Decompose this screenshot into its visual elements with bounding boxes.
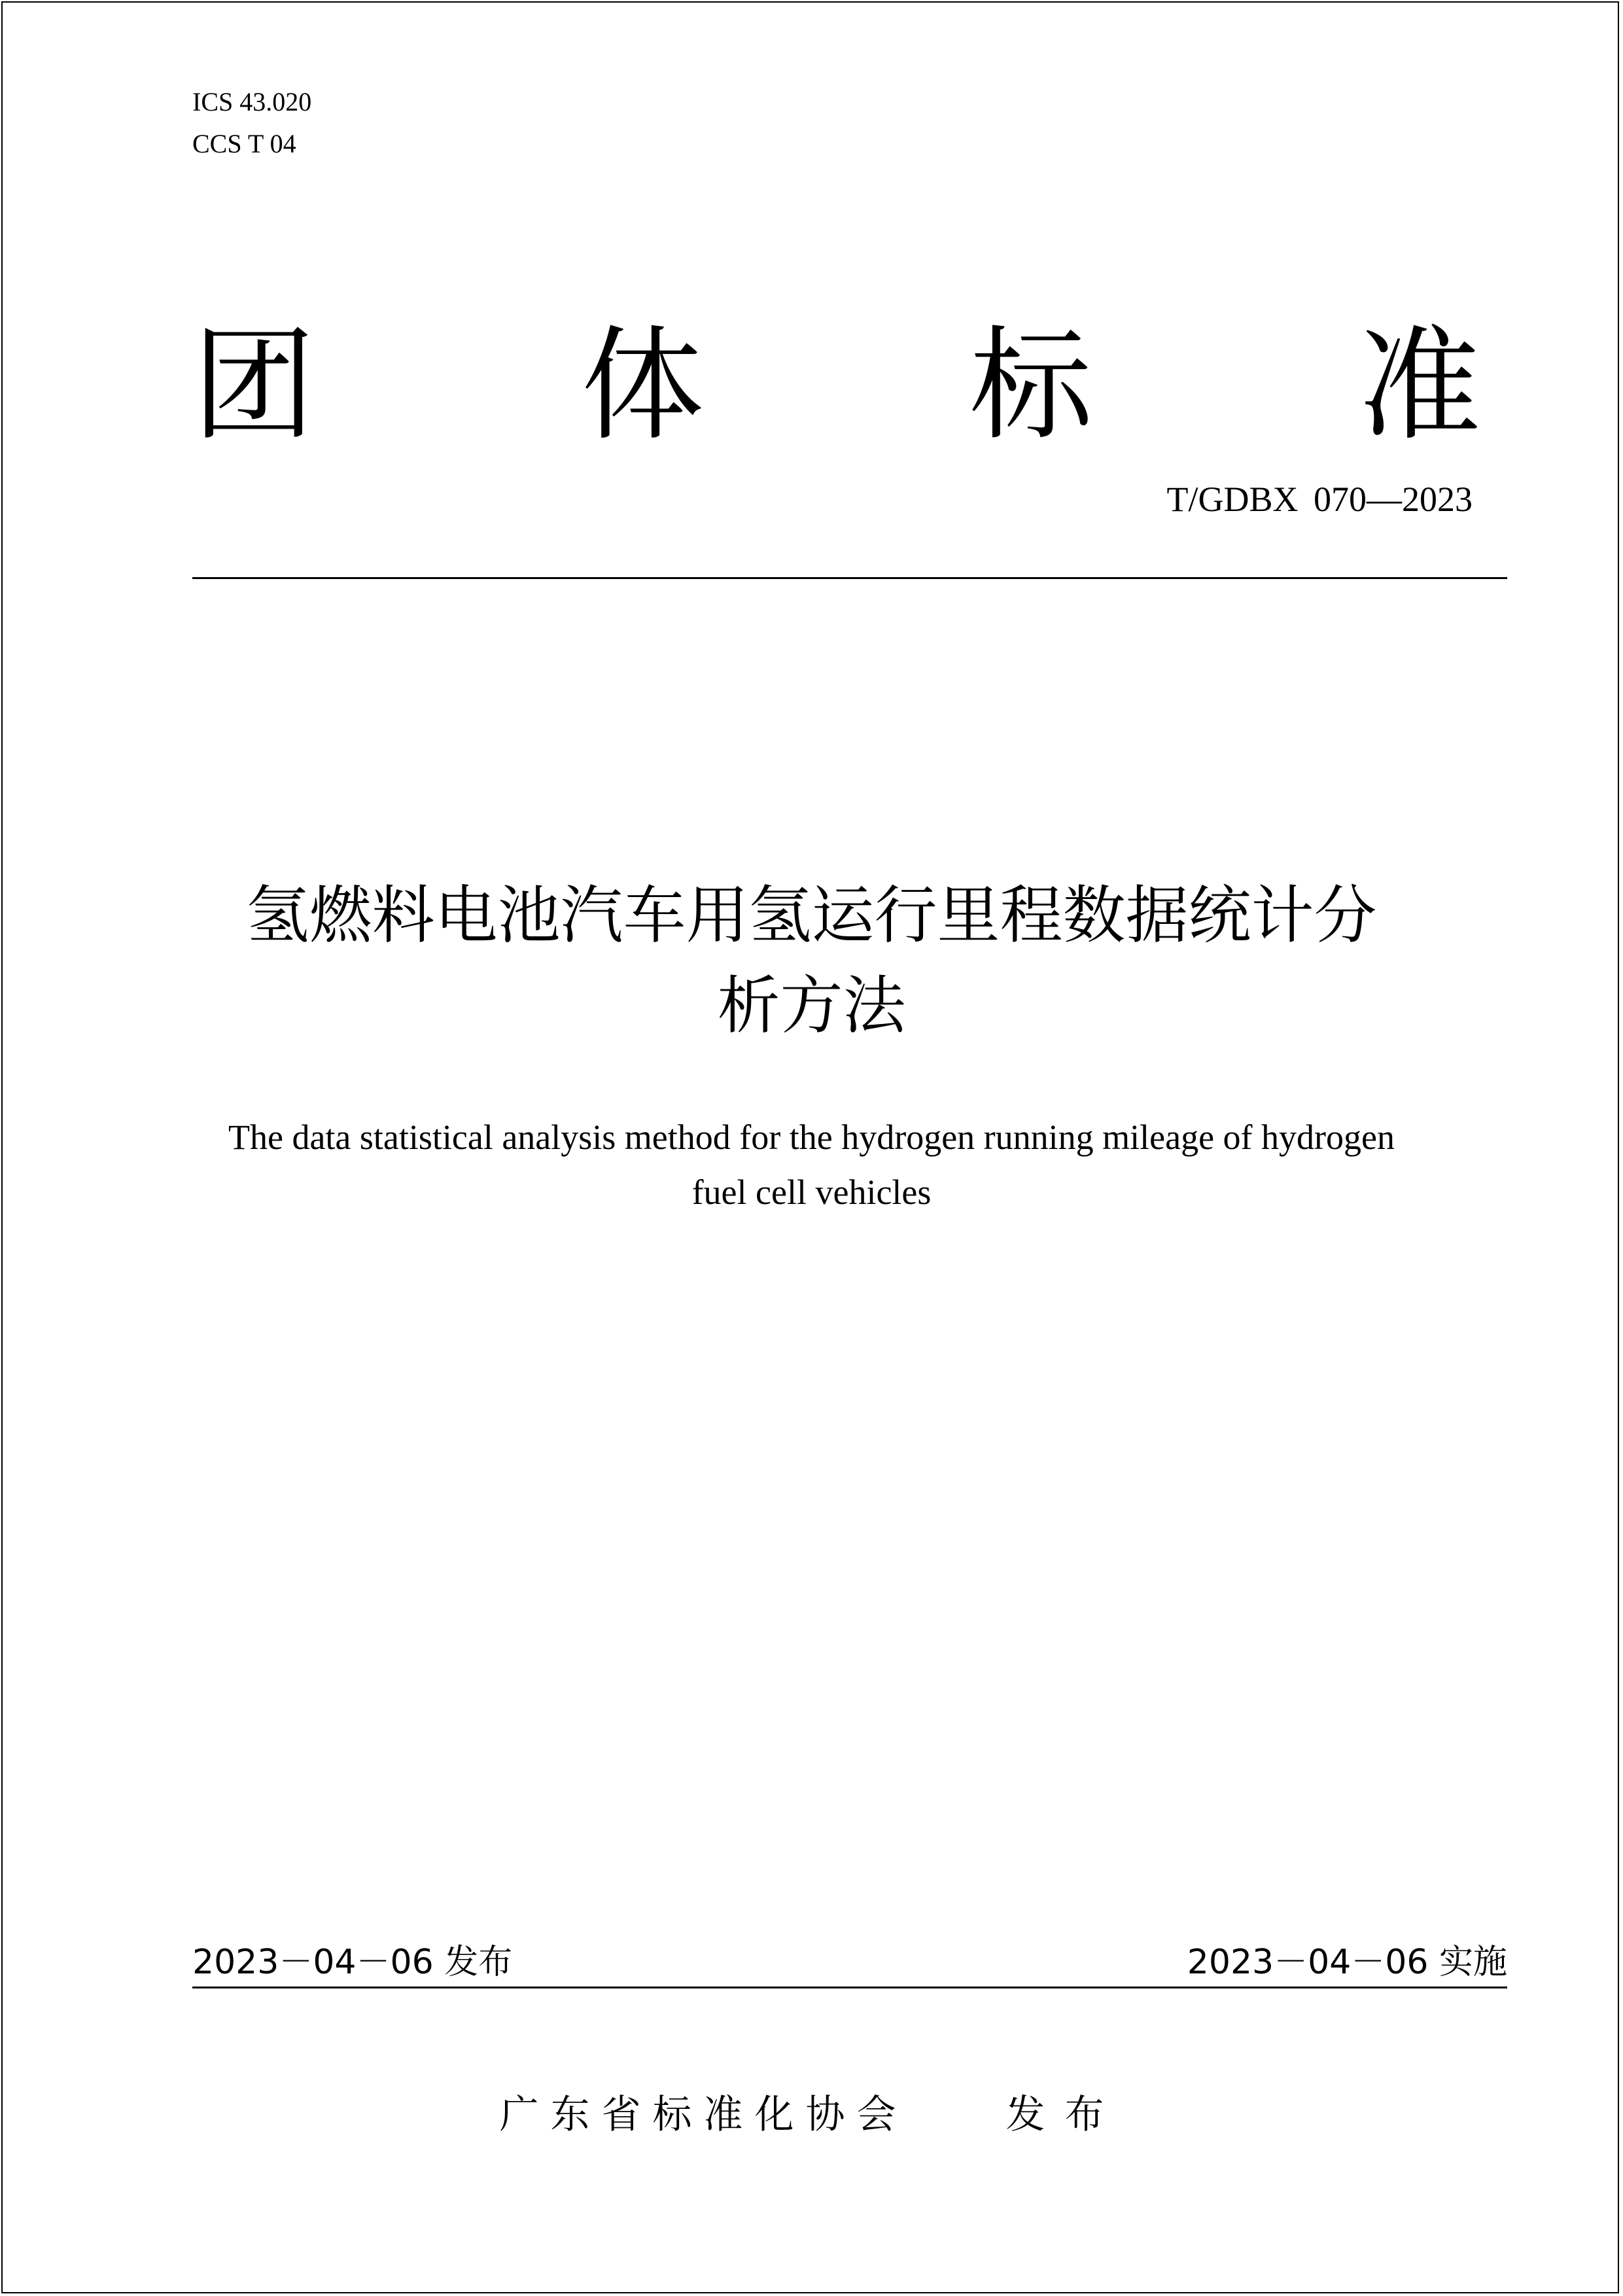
- english-title-line-1: The data statistical analysis method for the hydrogen running mileage of hydrogen: [228, 1118, 1395, 1157]
- chinese-title-line-1: 氢燃料电池汽车用氢运行里程数据统计分: [246, 879, 1377, 952]
- publisher-action: 发布: [1005, 2092, 1124, 2138]
- standard-type-char-3: 标: [969, 314, 1092, 457]
- publisher-name: 广东省标准化协会: [499, 2092, 908, 2138]
- classification-codes: [192, 81, 311, 165]
- standard-type-char-2: 体: [581, 314, 704, 457]
- ccs-code: CCS T 04: [192, 129, 296, 158]
- english-title-line-2: fuel cell vehicles: [691, 1173, 932, 1212]
- date-row: [192, 1939, 1507, 1985]
- chinese-title-line-2: 析方法: [717, 969, 906, 1042]
- issue-date: 2023－04－06 发布: [192, 1943, 513, 1982]
- standard-number: T/GDBX 070—2023: [1166, 480, 1473, 519]
- publisher-row: [0, 2089, 1623, 2141]
- standard-type-heading: [192, 314, 1481, 457]
- ics-code: ICS 43.020: [192, 87, 312, 116]
- chinese-title: [150, 870, 1473, 1051]
- english-title: [150, 1110, 1473, 1220]
- standard-type-char-4: 准: [1358, 314, 1481, 457]
- top-divider: [192, 577, 1507, 579]
- bottom-divider: [192, 1987, 1507, 1988]
- implementation-date: 2023－04－06 实施: [1187, 1943, 1507, 1982]
- standard-type-char-1: 团: [192, 314, 315, 457]
